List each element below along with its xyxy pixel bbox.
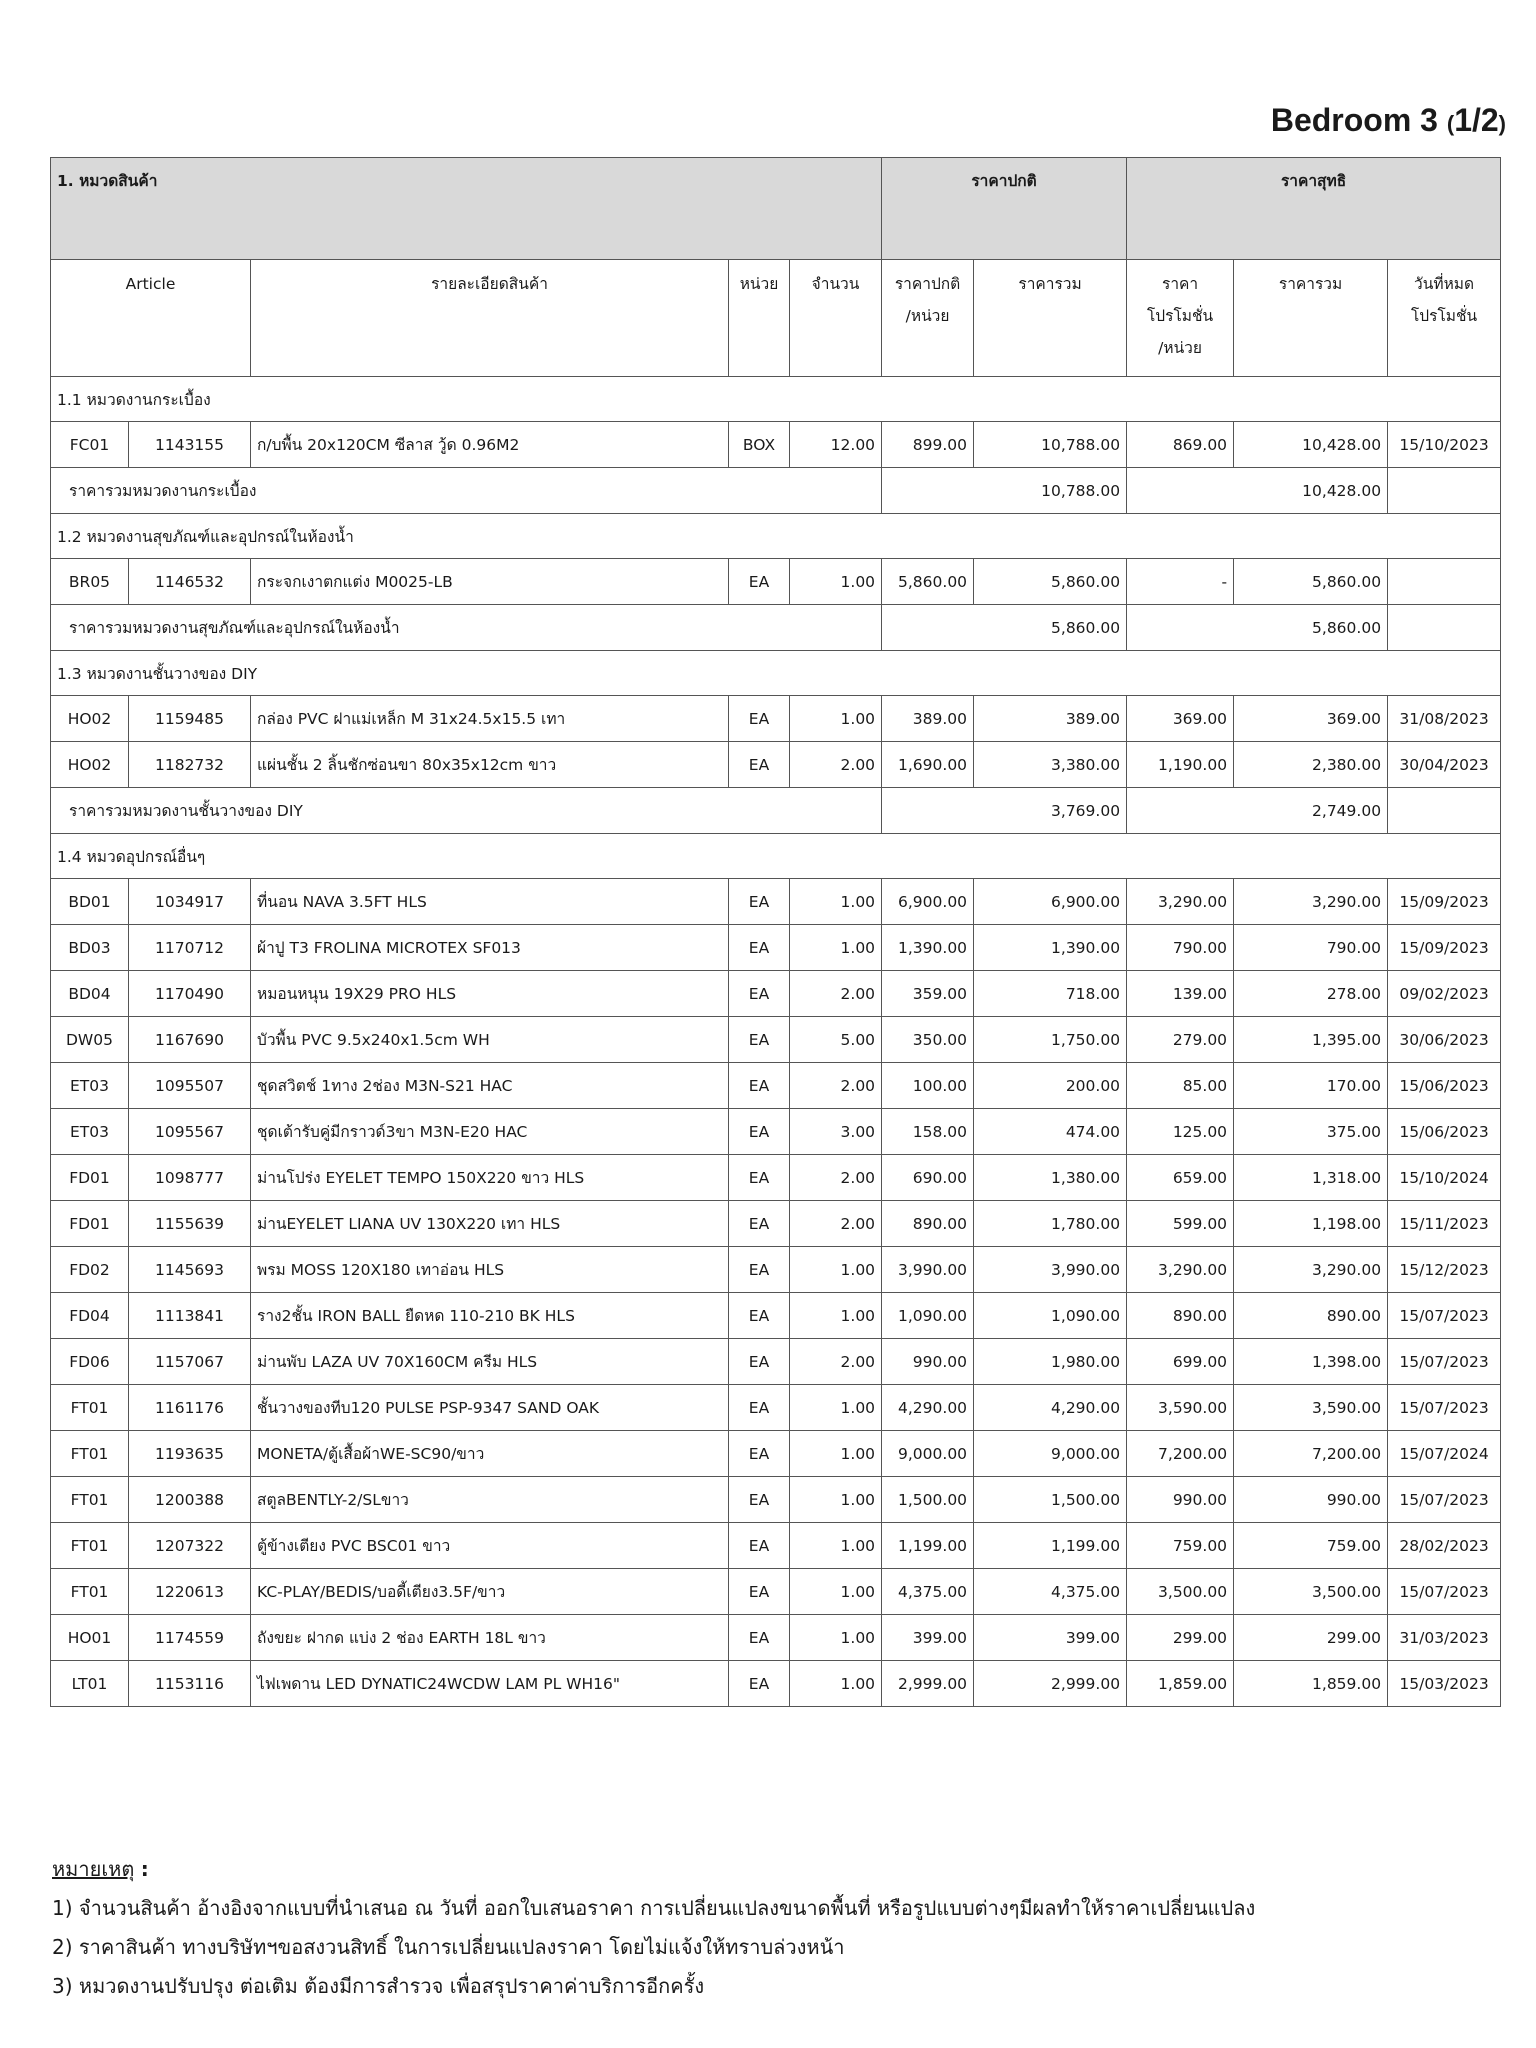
item-unit: EA: [729, 742, 790, 788]
promo-end-header-line: โปรโมชั่น: [1410, 307, 1478, 325]
table-row: [51, 1155, 1501, 1201]
item-code: DW05: [51, 1017, 129, 1063]
item-regular-total: 474.00: [974, 1109, 1127, 1155]
item-description: MONETA/ตู้เสื้อผ้าWE-SC90/ขาว: [251, 1431, 729, 1477]
item-net-total: 1,198.00: [1234, 1201, 1388, 1247]
item-code: HO02: [51, 696, 129, 742]
item-unit: EA: [729, 1477, 790, 1523]
item-regular-total: 1,750.00: [974, 1017, 1127, 1063]
item-description: แผ่นชั้น 2 ลิ้นชักซ่อนขา 80x35x12cm ขาว: [251, 742, 729, 788]
regular-price-group-header: ราคาปกติ: [882, 158, 1127, 260]
item-promo-unit-price: 869.00: [1127, 422, 1234, 468]
item-net-total: 3,590.00: [1234, 1385, 1388, 1431]
table-row: [51, 1293, 1501, 1339]
item-regular-unit-price: 3,990.00: [882, 1247, 974, 1293]
item-description: ชั้นวางของทีบ120 PULSE PSP-9347 SAND OAK: [251, 1385, 729, 1431]
item-net-total: 299.00: [1234, 1615, 1388, 1661]
item-promo-end-date: 30/04/2023: [1388, 742, 1501, 788]
item-unit: EA: [729, 1109, 790, 1155]
item-unit: EA: [729, 1431, 790, 1477]
item-description: ม่านEYELET LIANA UV 130X220 เทา HLS: [251, 1201, 729, 1247]
item-promo-end-date: 15/07/2023: [1388, 1293, 1501, 1339]
subtotal-empty: [1388, 788, 1501, 834]
item-promo-unit-price: 369.00: [1127, 696, 1234, 742]
item-regular-unit-price: 1,390.00: [882, 925, 974, 971]
item-regular-total: 9,000.00: [974, 1431, 1127, 1477]
table-row: [51, 1063, 1501, 1109]
item-quantity: 2.00: [790, 1063, 882, 1109]
item-net-total: 7,200.00: [1234, 1431, 1388, 1477]
regular-unit-price-header-line: /หน่วย: [905, 307, 950, 325]
item-description: พรม MOSS 120X180 เทาอ่อน HLS: [251, 1247, 729, 1293]
item-promo-unit-price: 659.00: [1127, 1155, 1234, 1201]
promo-unit-price-header-line: โปรโมชั่น: [1146, 307, 1214, 325]
item-article: 1113841: [129, 1293, 251, 1339]
subtotal-label: ราคารวมหมวดงานชั้นวางของ DIY: [51, 788, 882, 834]
item-description: ม่านโปร่ง EYELET TEMPO 150X220 ขาว HLS: [251, 1155, 729, 1201]
item-quantity: 1.00: [790, 696, 882, 742]
item-regular-unit-price: 5,860.00: [882, 559, 974, 605]
section-row: [51, 651, 1501, 696]
item-code: FT01: [51, 1431, 129, 1477]
item-promo-end-date: 15/07/2024: [1388, 1431, 1501, 1477]
item-net-total: 3,500.00: [1234, 1569, 1388, 1615]
item-regular-total: 4,375.00: [974, 1569, 1127, 1615]
promo-end-header: [1388, 260, 1501, 377]
item-promo-end-date: 15/10/2023: [1388, 422, 1501, 468]
item-quantity: 1.00: [790, 559, 882, 605]
item-promo-end-date: 15/12/2023: [1388, 1247, 1501, 1293]
item-code: FD06: [51, 1339, 129, 1385]
item-promo-unit-price: 599.00: [1127, 1201, 1234, 1247]
item-code: ET03: [51, 1063, 129, 1109]
item-net-total: 890.00: [1234, 1293, 1388, 1339]
table-row: [51, 1615, 1501, 1661]
notes-colon: :: [140, 1857, 149, 1881]
item-article: 1146532: [129, 559, 251, 605]
subtotal-regular: 5,860.00: [882, 605, 1127, 651]
item-unit: EA: [729, 696, 790, 742]
subtotal-net: 10,428.00: [1127, 468, 1388, 514]
section-title: 1.4 หมวดอุปกรณ์อื่นๆ: [51, 834, 1501, 879]
unit-header: หน่วย: [729, 260, 790, 377]
item-promo-end-date: 15/07/2023: [1388, 1569, 1501, 1615]
quantity-header: จำนวน: [790, 260, 882, 377]
item-unit: EA: [729, 1615, 790, 1661]
item-description: ถังขยะ ฝากด แบ่ง 2 ช่อง EARTH 18L ขาว: [251, 1615, 729, 1661]
subtotal-empty: [1388, 468, 1501, 514]
item-article: 1095507: [129, 1063, 251, 1109]
note-line: 1) จำนวนสินค้า อ้างอิงจากแบบที่นำเสนอ ณ วันที่ ออกใบเสนอราคา การเปลี่ยนแปลงขนาดพื้นที่ หรือรูปแบบต่างๆมีผลทำให้ราคาเปลี่ยนแปลง: [52, 1896, 1256, 1920]
item-article: 1145693: [129, 1247, 251, 1293]
item-promo-unit-price: 279.00: [1127, 1017, 1234, 1063]
item-quantity: 12.00: [790, 422, 882, 468]
item-net-total: 375.00: [1234, 1109, 1388, 1155]
item-regular-total: 718.00: [974, 971, 1127, 1017]
subtotal-regular: 10,788.00: [882, 468, 1127, 514]
item-unit: EA: [729, 1339, 790, 1385]
item-promo-unit-price: 759.00: [1127, 1523, 1234, 1569]
subtotal-label: ราคารวมหมวดงานสุขภัณฑ์และอุปกรณ์ในห้องน้ำ: [51, 605, 882, 651]
note-line: 3) หมวดงานปรับปรุง ต่อเติม ต้องมีการสำรวจ เพื่อสรุปราคาค่าบริการอีกครั้ง: [52, 1974, 705, 1998]
item-article: 1207322: [129, 1523, 251, 1569]
item-description: ราง2ชั้น IRON BALL ยืดหด 110-210 BK HLS: [251, 1293, 729, 1339]
regular-total-header: ราคารวม: [974, 260, 1127, 377]
item-net-total: 759.00: [1234, 1523, 1388, 1569]
item-promo-end-date: 15/06/2023: [1388, 1063, 1501, 1109]
page-title-part: 1/2: [1454, 102, 1499, 138]
item-promo-unit-price: 139.00: [1127, 971, 1234, 1017]
item-code: BD03: [51, 925, 129, 971]
item-regular-unit-price: 399.00: [882, 1615, 974, 1661]
item-unit: EA: [729, 971, 790, 1017]
item-net-total: 790.00: [1234, 925, 1388, 971]
item-promo-end-date: 15/07/2023: [1388, 1339, 1501, 1385]
item-unit: EA: [729, 1155, 790, 1201]
table-row: [51, 1385, 1501, 1431]
regular-unit-price-header: [882, 260, 974, 377]
table-row: [51, 925, 1501, 971]
item-description: ตู้ข้างเตียง PVC BSC01 ขาว: [251, 1523, 729, 1569]
item-promo-end-date: 15/06/2023: [1388, 1109, 1501, 1155]
table-row: [51, 1431, 1501, 1477]
item-description: กระจกเงาตกแต่ง M0025-LB: [251, 559, 729, 605]
item-regular-total: 2,999.00: [974, 1661, 1127, 1707]
item-regular-total: 1,780.00: [974, 1201, 1127, 1247]
item-quantity: 1.00: [790, 879, 882, 925]
item-promo-unit-price: 3,500.00: [1127, 1569, 1234, 1615]
item-regular-total: 389.00: [974, 696, 1127, 742]
item-quantity: 3.00: [790, 1109, 882, 1155]
item-article: 1220613: [129, 1569, 251, 1615]
item-promo-unit-price: 990.00: [1127, 1477, 1234, 1523]
item-net-total: 278.00: [1234, 971, 1388, 1017]
regular-unit-price-header-line: ราคาปกติ: [894, 275, 961, 293]
notes-heading: [52, 1850, 1502, 1889]
item-regular-unit-price: 350.00: [882, 1017, 974, 1063]
item-quantity: 1.00: [790, 1431, 882, 1477]
item-article: 1157067: [129, 1339, 251, 1385]
item-promo-end-date: 15/07/2023: [1388, 1385, 1501, 1431]
subtotal-empty: [1388, 605, 1501, 651]
notes: [52, 1850, 1502, 2006]
item-promo-unit-price: 3,290.00: [1127, 1247, 1234, 1293]
item-promo-end-date: 09/02/2023: [1388, 971, 1501, 1017]
table-row: [51, 1017, 1501, 1063]
item-unit: EA: [729, 879, 790, 925]
category-header: 1. หมวดสินค้า: [51, 158, 882, 260]
item-promo-unit-price: 85.00: [1127, 1063, 1234, 1109]
table-row: [51, 1201, 1501, 1247]
item-net-total: 1,318.00: [1234, 1155, 1388, 1201]
item-regular-unit-price: 899.00: [882, 422, 974, 468]
page-title-part-open: (: [1446, 111, 1455, 136]
item-article: 1161176: [129, 1385, 251, 1431]
item-regular-unit-price: 100.00: [882, 1063, 974, 1109]
promo-unit-price-header: [1127, 260, 1234, 377]
item-promo-end-date: 15/09/2023: [1388, 925, 1501, 971]
item-net-total: 1,859.00: [1234, 1661, 1388, 1707]
item-unit: EA: [729, 1569, 790, 1615]
item-regular-total: 3,380.00: [974, 742, 1127, 788]
item-regular-unit-price: 6,900.00: [882, 879, 974, 925]
subtotal-net: 2,749.00: [1127, 788, 1388, 834]
section-row: [51, 834, 1501, 879]
promo-unit-price-header-line: ราคา: [1162, 275, 1199, 293]
item-regular-unit-price: 1,500.00: [882, 1477, 974, 1523]
item-quantity: 1.00: [790, 925, 882, 971]
item-regular-total: 3,990.00: [974, 1247, 1127, 1293]
table-row: [51, 696, 1501, 742]
item-promo-end-date: 15/11/2023: [1388, 1201, 1501, 1247]
table-row: [51, 1569, 1501, 1615]
item-quantity: 5.00: [790, 1017, 882, 1063]
item-regular-unit-price: 1,690.00: [882, 742, 974, 788]
item-code: FC01: [51, 422, 129, 468]
item-article: 1193635: [129, 1431, 251, 1477]
item-net-total: 170.00: [1234, 1063, 1388, 1109]
item-description: ที่นอน NAVA 3.5FT HLS: [251, 879, 729, 925]
item-quantity: 2.00: [790, 1201, 882, 1247]
item-article: 1034917: [129, 879, 251, 925]
item-article: 1155639: [129, 1201, 251, 1247]
subtotal-row: [51, 468, 1501, 514]
item-quantity: 1.00: [790, 1615, 882, 1661]
item-description: บัวพื้น PVC 9.5x240x1.5cm WH: [251, 1017, 729, 1063]
item-article: 1153116: [129, 1661, 251, 1707]
item-unit: EA: [729, 1661, 790, 1707]
table-row: [51, 1109, 1501, 1155]
item-regular-total: 4,290.00: [974, 1385, 1127, 1431]
item-description: ก/บพื้น 20x120CM ซีลาส วู้ด 0.96M2: [251, 422, 729, 468]
subtotal-row: [51, 788, 1501, 834]
item-quantity: 1.00: [790, 1293, 882, 1339]
item-net-total: 5,860.00: [1234, 559, 1388, 605]
item-regular-total: 1,380.00: [974, 1155, 1127, 1201]
item-net-total: 369.00: [1234, 696, 1388, 742]
item-regular-total: 200.00: [974, 1063, 1127, 1109]
item-description: กล่อง PVC ฝาแม่เหล็ก M 31x24.5x15.5 เทา: [251, 696, 729, 742]
item-unit: EA: [729, 559, 790, 605]
item-regular-unit-price: 4,375.00: [882, 1569, 974, 1615]
item-description: KC-PLAY/BEDIS/บอดี้เตียง3.5F/ขาว: [251, 1569, 729, 1615]
net-price-group-header: ราคาสุทธิ: [1127, 158, 1501, 260]
item-promo-end-date: 15/07/2023: [1388, 1477, 1501, 1523]
item-net-total: 10,428.00: [1234, 422, 1388, 468]
subtotal-regular: 3,769.00: [882, 788, 1127, 834]
item-quantity: 2.00: [790, 742, 882, 788]
item-description: ม่านพับ LAZA UV 70X160CM ครีม HLS: [251, 1339, 729, 1385]
item-code: FD01: [51, 1155, 129, 1201]
item-article: 1170490: [129, 971, 251, 1017]
item-code: ET03: [51, 1109, 129, 1155]
item-promo-unit-price: 790.00: [1127, 925, 1234, 971]
table-header-row: [51, 260, 1501, 377]
item-promo-unit-price: 3,590.00: [1127, 1385, 1234, 1431]
item-regular-total: 1,090.00: [974, 1293, 1127, 1339]
item-net-total: 990.00: [1234, 1477, 1388, 1523]
description-header: รายละเอียดสินค้า: [251, 260, 729, 377]
item-code: FT01: [51, 1523, 129, 1569]
item-net-total: 1,398.00: [1234, 1339, 1388, 1385]
item-description: หมอนหนุน 19X29 PRO HLS: [251, 971, 729, 1017]
item-description: ชุดสวิตช์ 1ทาง 2ช่อง M3N-S21 HAC: [251, 1063, 729, 1109]
item-code: FD04: [51, 1293, 129, 1339]
page-title-main: Bedroom 3: [1270, 102, 1438, 138]
item-regular-total: 5,860.00: [974, 559, 1127, 605]
item-description: ผ้าปู T3 FROLINA MICROTEX SF013: [251, 925, 729, 971]
item-regular-unit-price: 1,199.00: [882, 1523, 974, 1569]
item-code: HO01: [51, 1615, 129, 1661]
item-promo-unit-price: 299.00: [1127, 1615, 1234, 1661]
item-promo-unit-price: 890.00: [1127, 1293, 1234, 1339]
item-promo-end-date: 31/08/2023: [1388, 696, 1501, 742]
item-net-total: 1,395.00: [1234, 1017, 1388, 1063]
item-article: 1170712: [129, 925, 251, 971]
item-unit: EA: [729, 1201, 790, 1247]
item-quantity: 2.00: [790, 1339, 882, 1385]
table-row: [51, 742, 1501, 788]
item-regular-unit-price: 158.00: [882, 1109, 974, 1155]
item-unit: EA: [729, 925, 790, 971]
item-quantity: 1.00: [790, 1385, 882, 1431]
item-regular-unit-price: 9,000.00: [882, 1431, 974, 1477]
item-article: 1182732: [129, 742, 251, 788]
subtotal-net: 5,860.00: [1127, 605, 1388, 651]
item-promo-end-date: 15/10/2024: [1388, 1155, 1501, 1201]
item-promo-unit-price: 125.00: [1127, 1109, 1234, 1155]
table-row: [51, 1339, 1501, 1385]
table-row: [51, 1523, 1501, 1569]
item-description: ชุดเต้ารับคู่มีกราวด์3ขา M3N-E20 HAC: [251, 1109, 729, 1155]
item-article: 1098777: [129, 1155, 251, 1201]
article-header: Article: [51, 260, 251, 377]
item-article: 1159485: [129, 696, 251, 742]
item-regular-total: 1,390.00: [974, 925, 1127, 971]
item-quantity: 1.00: [790, 1247, 882, 1293]
item-regular-unit-price: 389.00: [882, 696, 974, 742]
section-row: [51, 514, 1501, 559]
page-title-part-close: ): [1498, 111, 1506, 136]
item-unit: EA: [729, 1247, 790, 1293]
item-promo-unit-price: 699.00: [1127, 1339, 1234, 1385]
item-description: สตูลBENTLY-2/SLขาว: [251, 1477, 729, 1523]
item-regular-total: 1,199.00: [974, 1523, 1127, 1569]
item-promo-end-date: 15/09/2023: [1388, 879, 1501, 925]
item-regular-unit-price: 890.00: [882, 1201, 974, 1247]
item-regular-unit-price: 4,290.00: [882, 1385, 974, 1431]
item-quantity: 2.00: [790, 1155, 882, 1201]
section-title: 1.2 หมวดงานสุขภัณฑ์และอุปกรณ์ในห้องน้ำ: [51, 514, 1501, 559]
item-unit: EA: [729, 1523, 790, 1569]
item-article: 1095567: [129, 1109, 251, 1155]
note-line: 2) ราคาสินค้า ทางบริษัทฯขอสงวนสิทธิ์ ในการเปลี่ยนแปลงราคา โดยไม่แจ้งให้ทราบล่วงหน้า: [52, 1935, 845, 1959]
item-regular-unit-price: 990.00: [882, 1339, 974, 1385]
promo-end-header-line: วันที่หมด: [1414, 275, 1475, 293]
table-header-group-row: [51, 158, 1501, 260]
item-unit: BOX: [729, 422, 790, 468]
table-row: [51, 971, 1501, 1017]
item-quantity: 1.00: [790, 1661, 882, 1707]
table-row: [51, 1247, 1501, 1293]
item-description: ไฟเพดาน LED DYNATIC24WCDW LAM PL WH16": [251, 1661, 729, 1707]
table-row: [51, 422, 1501, 468]
item-article: 1200388: [129, 1477, 251, 1523]
item-net-total: 2,380.00: [1234, 742, 1388, 788]
item-promo-unit-price: -: [1127, 559, 1234, 605]
item-unit: EA: [729, 1293, 790, 1339]
item-regular-unit-price: 2,999.00: [882, 1661, 974, 1707]
item-regular-unit-price: 690.00: [882, 1155, 974, 1201]
item-promo-end-date: 28/02/2023: [1388, 1523, 1501, 1569]
subtotal-row: [51, 605, 1501, 651]
item-regular-total: 10,788.00: [974, 422, 1127, 468]
item-code: FD01: [51, 1201, 129, 1247]
item-code: BD01: [51, 879, 129, 925]
item-quantity: 1.00: [790, 1477, 882, 1523]
section-title: 1.3 หมวดงานชั้นวางของ DIY: [51, 651, 1501, 696]
item-code: FD02: [51, 1247, 129, 1293]
table-row: [51, 1477, 1501, 1523]
item-unit: EA: [729, 1017, 790, 1063]
table-row: [51, 879, 1501, 925]
item-promo-end-date: 30/06/2023: [1388, 1017, 1501, 1063]
section-row: [51, 377, 1501, 422]
quotation-table: [50, 157, 1501, 1707]
table-row: [51, 559, 1501, 605]
item-regular-total: 399.00: [974, 1615, 1127, 1661]
item-code: LT01: [51, 1661, 129, 1707]
item-unit: EA: [729, 1385, 790, 1431]
item-code: FT01: [51, 1477, 129, 1523]
item-promo-unit-price: 1,190.00: [1127, 742, 1234, 788]
item-regular-unit-price: 1,090.00: [882, 1293, 974, 1339]
item-promo-unit-price: 7,200.00: [1127, 1431, 1234, 1477]
net-total-header: ราคารวม: [1234, 260, 1388, 377]
item-promo-unit-price: 1,859.00: [1127, 1661, 1234, 1707]
item-net-total: 3,290.00: [1234, 879, 1388, 925]
item-unit: EA: [729, 1063, 790, 1109]
subtotal-label: ราคารวมหมวดงานกระเบื้อง: [51, 468, 882, 514]
item-code: BD04: [51, 971, 129, 1017]
item-regular-total: 1,500.00: [974, 1477, 1127, 1523]
item-article: 1167690: [129, 1017, 251, 1063]
item-net-total: 3,290.00: [1234, 1247, 1388, 1293]
item-regular-total: 1,980.00: [974, 1339, 1127, 1385]
item-code: HO02: [51, 742, 129, 788]
item-regular-total: 6,900.00: [974, 879, 1127, 925]
item-code: FT01: [51, 1385, 129, 1431]
page-title: [1271, 102, 1506, 139]
item-code: FT01: [51, 1569, 129, 1615]
item-code: BR05: [51, 559, 129, 605]
item-regular-unit-price: 359.00: [882, 971, 974, 1017]
item-promo-end-date: [1388, 559, 1501, 605]
item-quantity: 2.00: [790, 971, 882, 1017]
item-quantity: 1.00: [790, 1569, 882, 1615]
item-article: 1143155: [129, 422, 251, 468]
notes-title: หมายเหตุ: [52, 1857, 135, 1881]
item-promo-end-date: 31/03/2023: [1388, 1615, 1501, 1661]
item-promo-end-date: 15/03/2023: [1388, 1661, 1501, 1707]
item-quantity: 1.00: [790, 1523, 882, 1569]
promo-unit-price-header-line: /หน่วย: [1158, 339, 1202, 357]
item-article: 1174559: [129, 1615, 251, 1661]
item-promo-unit-price: 3,290.00: [1127, 879, 1234, 925]
section-title: 1.1 หมวดงานกระเบื้อง: [51, 377, 1501, 422]
table-row: [51, 1661, 1501, 1707]
